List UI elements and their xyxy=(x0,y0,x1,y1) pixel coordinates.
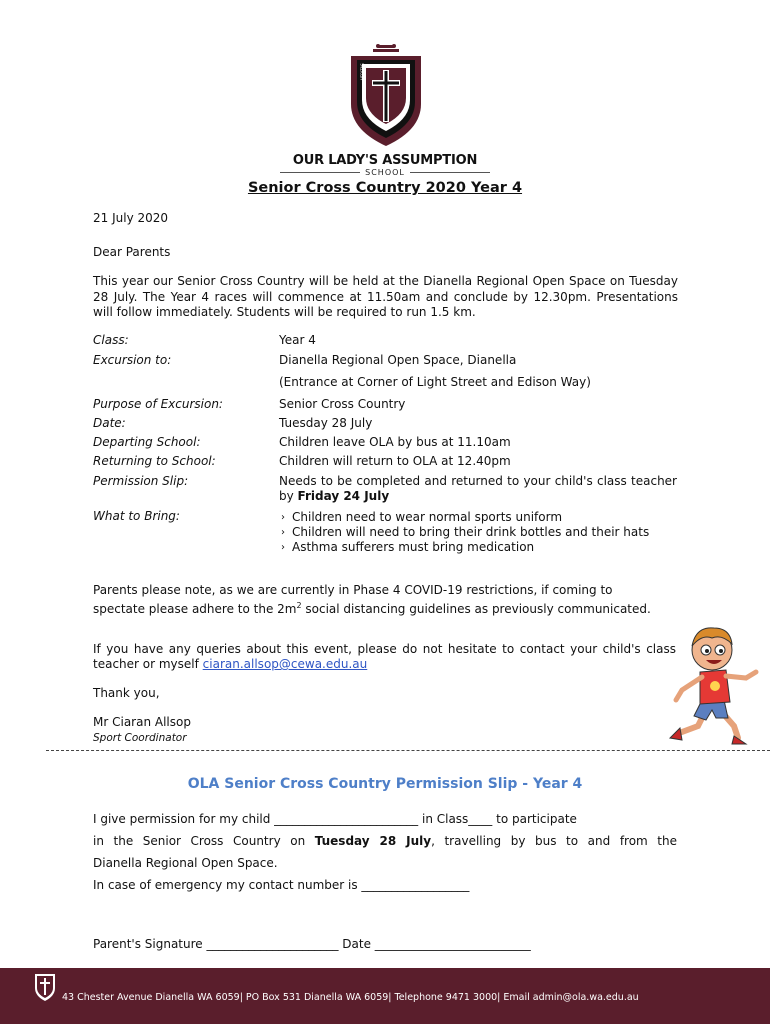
purpose-label: Purpose of Excursion: xyxy=(93,397,223,411)
permission-value: Needs to be completed and returned to your child's class teacher by Friday 24 July xyxy=(279,474,677,503)
purpose-value: Senior Cross Country xyxy=(279,397,406,411)
list-item: › Children need to wear normal sports uniform xyxy=(279,510,679,525)
bring-label: What to Bring: xyxy=(93,509,180,523)
school-subtitle: SCHOOL xyxy=(280,168,490,177)
date-label: Date: xyxy=(93,416,126,430)
salutation: Dear Parents xyxy=(93,245,171,259)
returning-value: Children will return to OLA at 12.40pm xyxy=(279,454,511,468)
slip-title: OLA Senior Cross Country Permission Slip - Year 4 xyxy=(187,776,583,792)
slip-line-venue: Dianella Regional Open Space. xyxy=(93,856,278,870)
crest-motto: VERITAS xyxy=(360,63,365,80)
queries-paragraph: If you have any queries about this event, please do not hesitate to contact your child's class teacher or myself ciaran.allsop@cewa.edu.au xyxy=(93,642,676,671)
class-value: Year 4 xyxy=(279,333,316,347)
signer-name: Mr Ciaran Allsop xyxy=(93,715,191,729)
intro-paragraph: This year our Senior Cross Country will be held at the Dianella Regional Open Space on Tuesday 28 July. The Year 4 races will commence at 11.50am and conclude by 12.30pm. Presentations will follow immediately. Students will be required to run 1.5 km. xyxy=(93,274,678,319)
class-label: Class: xyxy=(93,333,129,347)
slip-line-emergency-contact: In case of emergency my contact number is __________________ xyxy=(93,878,470,892)
bring-list xyxy=(279,510,679,555)
closing: Thank you, xyxy=(93,686,160,700)
document-title: Senior Cross Country 2020 Year 4 xyxy=(247,180,523,196)
excursion-note: (Entrance at Corner of Light Street and Edison Way) xyxy=(279,375,591,389)
running-boy-illustration xyxy=(662,622,764,746)
excursion-label: Excursion to: xyxy=(93,353,172,367)
slip-line-permission: I give permission for my child ________________________ in Class____ to participate xyxy=(93,812,577,826)
list-item: › Asthma sufferers must bring medication xyxy=(279,540,679,555)
slip-line-event: in the Senior Cross Country on Tuesday 28 July, travelling by bus to and from the xyxy=(93,834,677,848)
covid-note: Parents please note, as we are currently in Phase 4 COVID-19 restrictions, if coming to spectate please adhere to the $2m^2$ social distancing guidelines as previously communicated. xyxy=(93,583,651,616)
returning-label: Returning to School: xyxy=(93,454,216,468)
departing-label: Departing School: xyxy=(93,435,201,449)
signer-role: Sport Coordinator xyxy=(93,732,187,744)
permission-deadline: Friday 24 July xyxy=(297,489,390,503)
email-link[interactable]: ciaran.allsop@cewa.edu.au xyxy=(202,657,368,671)
school-name: OUR LADY'S ASSUMPTION xyxy=(292,153,478,168)
departing-value: Children leave OLA by bus at 11.10am xyxy=(279,435,511,449)
crest-icon xyxy=(33,972,57,1002)
slip-line-signature: Parent's Signature ______________________ Date __________________________ xyxy=(93,937,531,951)
letter-date: 21 July 2020 xyxy=(93,211,169,225)
list-item: › Children will need to bring their drink bottles and their hats xyxy=(279,525,679,540)
permission-label: Permission Slip: xyxy=(93,474,189,488)
footer-address: 43 Chester Avenue Dianella WA 6059| PO Box 531 Dianella WA 6059| Telephone 9471 3000| Email admin@ola.wa.edu.au xyxy=(62,992,639,1003)
cut-line-divider xyxy=(46,750,770,751)
date-value: Tuesday 28 July xyxy=(279,416,373,430)
excursion-value: Dianella Regional Open Space, Dianella xyxy=(279,353,517,367)
school-crest-icon xyxy=(343,42,429,150)
